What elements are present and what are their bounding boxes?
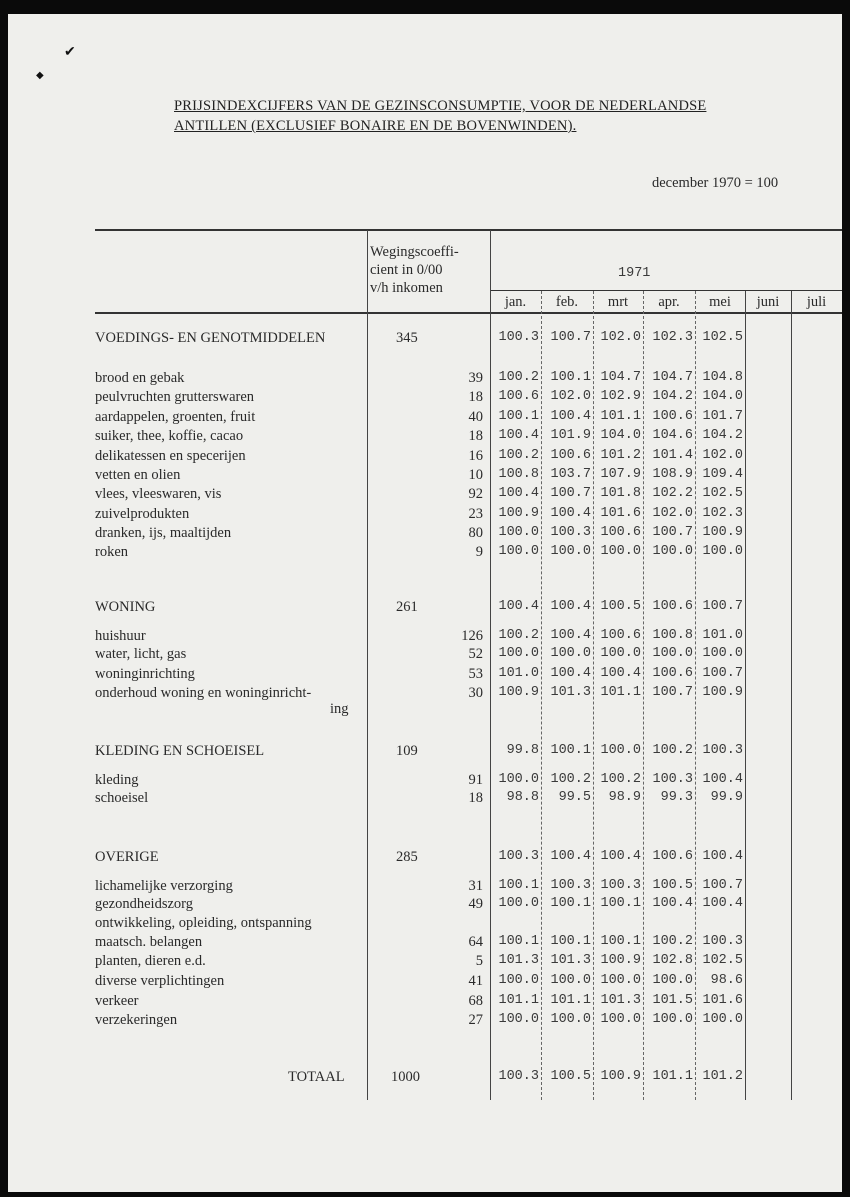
index-value: 101.5	[652, 993, 693, 1008]
index-value: 100.4	[702, 896, 743, 911]
index-value: 100.1	[550, 934, 591, 949]
index-value: 100.1	[550, 743, 591, 758]
item-weight: 53	[468, 666, 483, 682]
index-value: 108.9	[652, 467, 693, 482]
scan-mark: ◆	[36, 70, 44, 81]
index-value: 99.8	[506, 743, 539, 758]
row-label: TOTAAL	[288, 1069, 345, 1085]
index-value: 100.3	[550, 878, 591, 893]
row-label: dranken, ijs, maaltijden	[95, 525, 232, 541]
index-value: 100.8	[652, 628, 693, 643]
index-value: 100.7	[550, 486, 591, 501]
row-label: lichamelijke verzorging	[95, 878, 233, 894]
index-value: 100.9	[498, 506, 539, 521]
index-value: 101.1	[600, 685, 641, 700]
column-divider	[367, 230, 368, 1100]
index-value: 99.9	[710, 790, 743, 805]
title-line-2: ANTILLEN (EXCLUSIEF BONAIRE EN DE BOVENWINDEN).	[174, 118, 577, 134]
index-value: 102.3	[702, 506, 743, 521]
index-value: 100.7	[702, 599, 743, 614]
index-value: 100.0	[702, 646, 743, 661]
row-label: brood en gebak	[95, 370, 185, 386]
weight-header-2: cient in 0/00	[370, 262, 443, 278]
row-label: vlees, vleeswaren, vis	[95, 486, 222, 502]
index-value: 98.6	[710, 973, 743, 988]
base-note: december 1970 = 100	[652, 175, 779, 191]
index-value: 104.2	[702, 428, 743, 443]
table-top-rule	[95, 229, 842, 231]
index-value: 100.0	[600, 973, 641, 988]
index-value: 101.7	[702, 409, 743, 424]
index-value: 100.7	[652, 685, 693, 700]
index-value: 100.0	[702, 1012, 743, 1027]
index-value: 100.3	[600, 878, 641, 893]
index-value: 101.0	[702, 628, 743, 643]
index-value: 100.5	[600, 599, 641, 614]
index-value: 101.3	[498, 953, 539, 968]
scan-mark: ✔	[64, 45, 76, 60]
item-weight: 49	[468, 896, 483, 912]
row-label: WONING	[95, 599, 156, 615]
index-value: 100.0	[652, 646, 693, 661]
index-value: 101.1	[550, 993, 591, 1008]
index-value: 100.5	[550, 1069, 591, 1084]
index-value: 100.1	[498, 409, 539, 424]
header-bottom-rule	[95, 312, 842, 314]
row-label: KLEDING EN SCHOEISEL	[95, 743, 265, 759]
month-header: jan.	[504, 294, 527, 310]
index-value: 100.6	[600, 628, 641, 643]
index-value: 100.3	[652, 772, 693, 787]
item-weight: 91	[468, 772, 483, 788]
item-weight: 5	[475, 953, 483, 969]
group-weight: 1000	[391, 1069, 420, 1085]
index-value: 102.5	[702, 953, 743, 968]
index-value: 103.7	[550, 467, 591, 482]
item-weight: 9	[475, 544, 483, 560]
row-label: schoeisel	[95, 790, 149, 806]
index-value: 100.0	[652, 973, 693, 988]
index-value: 100.3	[702, 934, 743, 949]
index-value: 100.4	[498, 486, 539, 501]
index-value: 100.0	[498, 772, 539, 787]
item-weight: 30	[468, 685, 483, 701]
index-value: 102.2	[652, 486, 693, 501]
index-value: 102.0	[600, 330, 641, 345]
item-weight: 80	[468, 525, 483, 541]
index-value: 100.0	[498, 544, 539, 559]
index-value: 100.8	[498, 467, 539, 482]
index-value: 100.1	[600, 934, 641, 949]
index-value: 100.3	[702, 743, 743, 758]
index-value: 100.6	[498, 389, 539, 404]
index-value: 100.0	[600, 743, 641, 758]
weight-header-1: Wegingscoeffi-	[370, 244, 459, 260]
index-value: 100.9	[702, 525, 743, 540]
index-value: 100.2	[550, 772, 591, 787]
index-value: 100.4	[600, 666, 641, 681]
index-value: 104.0	[600, 428, 641, 443]
group-weight: 345	[396, 330, 418, 346]
index-value: 100.4	[550, 409, 591, 424]
index-value: 100.9	[702, 685, 743, 700]
index-value: 101.3	[600, 993, 641, 1008]
index-value: 100.0	[550, 973, 591, 988]
index-value: 100.2	[652, 743, 693, 758]
index-value: 101.9	[550, 428, 591, 443]
index-value: 101.3	[550, 685, 591, 700]
index-value: 100.6	[652, 409, 693, 424]
index-value: 98.8	[506, 790, 539, 805]
index-value: 100.0	[600, 1012, 641, 1027]
row-label: aardappelen, groenten, fruit	[95, 409, 256, 425]
index-value: 100.2	[652, 934, 693, 949]
month-header: feb.	[555, 294, 579, 310]
row-label: maatsch. belangen	[95, 934, 203, 950]
row-label: water, licht, gas	[95, 646, 187, 662]
item-weight: 41	[468, 973, 483, 989]
month-header: mei	[709, 294, 731, 310]
month-header: juli	[806, 294, 827, 310]
item-weight: 31	[468, 878, 483, 894]
column-divider	[745, 291, 746, 1100]
column-divider	[791, 291, 792, 1100]
index-value: 98.9	[608, 790, 641, 805]
group-weight: 261	[396, 599, 418, 615]
row-label: VOEDINGS- EN GENOTMIDDELEN	[95, 330, 326, 346]
index-value: 101.4	[652, 448, 693, 463]
row-label: diverse verplichtingen	[95, 973, 225, 989]
index-value: 102.8	[652, 953, 693, 968]
index-value: 102.3	[652, 330, 693, 345]
index-value: 100.4	[702, 772, 743, 787]
index-value: 100.9	[600, 953, 641, 968]
index-value: 100.4	[702, 849, 743, 864]
row-label: huishuur	[95, 628, 146, 644]
index-value: 101.8	[600, 486, 641, 501]
index-value: 100.1	[498, 878, 539, 893]
index-value: 101.2	[702, 1069, 743, 1084]
index-value: 100.0	[652, 1012, 693, 1027]
month-rule	[490, 290, 842, 291]
row-label: suiker, thee, koffie, cacao	[95, 428, 244, 444]
index-value: 100.5	[652, 878, 693, 893]
index-value: 100.7	[702, 666, 743, 681]
index-value: 104.6	[652, 428, 693, 443]
group-weight: 285	[396, 849, 418, 865]
index-value: 99.5	[558, 790, 591, 805]
index-value: 100.2	[600, 772, 641, 787]
item-weight: 64	[468, 934, 483, 950]
index-value: 100.0	[600, 544, 641, 559]
row-label: OVERIGE	[95, 849, 159, 865]
row-label: ontwikkeling, opleiding, ontspanning	[95, 915, 312, 931]
index-value: 101.0	[498, 666, 539, 681]
index-value: 107.9	[600, 467, 641, 482]
index-value: 101.1	[498, 993, 539, 1008]
index-value: 100.0	[702, 544, 743, 559]
index-value: 109.4	[702, 467, 743, 482]
index-value: 100.6	[550, 448, 591, 463]
index-value: 100.9	[600, 1069, 641, 1084]
index-value: 100.7	[652, 525, 693, 540]
index-value: 104.7	[600, 370, 641, 385]
index-value: 101.2	[600, 448, 641, 463]
month-header: juni	[756, 294, 780, 310]
index-value: 104.7	[652, 370, 693, 385]
index-value: 100.1	[600, 896, 641, 911]
group-weight: 109	[396, 743, 418, 759]
index-value: 100.4	[652, 896, 693, 911]
index-value: 102.0	[652, 506, 693, 521]
index-value: 100.4	[550, 666, 591, 681]
index-value: 100.6	[652, 849, 693, 864]
row-label: onderhoud woning en woninginricht-	[95, 685, 312, 701]
index-value: 100.4	[550, 849, 591, 864]
index-value: 100.4	[498, 599, 539, 614]
row-label: peulvruchten grutterswaren	[95, 389, 255, 405]
index-value: 100.0	[550, 544, 591, 559]
index-value: 100.4	[550, 599, 591, 614]
month-header: apr.	[658, 294, 680, 310]
row-label: planten, dieren e.d.	[95, 953, 206, 969]
index-value: 102.0	[702, 448, 743, 463]
index-value: 104.2	[652, 389, 693, 404]
index-value: 100.4	[550, 628, 591, 643]
row-label: woninginrichting	[95, 666, 195, 682]
row-label: zuivelprodukten	[95, 506, 190, 522]
index-value: 100.0	[498, 896, 539, 911]
index-value: 102.9	[600, 389, 641, 404]
index-value: 99.3	[660, 790, 693, 805]
weight-header-3: v/h inkomen	[370, 280, 443, 296]
item-weight: 27	[468, 1012, 483, 1028]
index-value: 100.0	[498, 646, 539, 661]
index-value: 100.3	[498, 1069, 539, 1084]
index-value: 100.1	[550, 896, 591, 911]
row-label: vetten en olien	[95, 467, 181, 483]
title-line-1: PRIJSINDEXCIJFERS VAN DE GEZINSCONSUMPTIE, VOOR DE NEDERLANDSE	[174, 98, 707, 114]
row-label: delikatessen en specerijen	[95, 448, 246, 464]
item-weight: 39	[468, 370, 483, 386]
index-value: 100.3	[498, 849, 539, 864]
index-value: 100.6	[652, 599, 693, 614]
item-weight: 18	[468, 389, 483, 405]
row-label: verzekeringen	[95, 1012, 178, 1028]
index-value: 100.0	[600, 646, 641, 661]
index-value: 100.3	[498, 330, 539, 345]
index-value: 101.3	[550, 953, 591, 968]
item-weight: 126	[461, 628, 483, 644]
index-value: 100.1	[498, 934, 539, 949]
index-value: 100.0	[498, 1012, 539, 1027]
month-header: mrt	[607, 294, 629, 310]
index-value: 101.6	[600, 506, 641, 521]
index-value: 100.6	[600, 525, 641, 540]
item-weight: 18	[468, 428, 483, 444]
item-weight: 68	[468, 993, 483, 1009]
index-value: 100.4	[550, 506, 591, 521]
index-value: 100.7	[550, 330, 591, 345]
year-header: 1971	[618, 266, 651, 281]
index-value: 101.6	[702, 993, 743, 1008]
index-value: 100.3	[550, 525, 591, 540]
document-page	[8, 14, 842, 1192]
index-value: 100.7	[702, 878, 743, 893]
index-value: 100.6	[652, 666, 693, 681]
row-label: kleding	[95, 772, 139, 788]
item-weight: 18	[468, 790, 483, 806]
index-value: 100.9	[498, 685, 539, 700]
index-value: 100.2	[498, 370, 539, 385]
index-value: 101.1	[652, 1069, 693, 1084]
item-weight: 52	[468, 646, 483, 662]
index-value: 100.4	[498, 428, 539, 443]
index-value: 104.0	[702, 389, 743, 404]
item-weight: 10	[468, 467, 483, 483]
index-value: 102.5	[702, 330, 743, 345]
item-weight: 16	[468, 448, 483, 464]
row-label: gezondheidszorg	[95, 896, 193, 912]
index-value: 100.0	[498, 525, 539, 540]
index-value: 100.0	[652, 544, 693, 559]
index-value: 101.1	[600, 409, 641, 424]
index-value: 100.4	[600, 849, 641, 864]
index-value: 100.2	[498, 628, 539, 643]
index-value: 102.5	[702, 486, 743, 501]
item-weight: 40	[468, 409, 483, 425]
column-divider	[490, 230, 491, 1100]
index-value: 100.0	[550, 646, 591, 661]
item-weight: 92	[468, 486, 483, 502]
index-value: 100.1	[550, 370, 591, 385]
row-label: ing	[330, 701, 349, 717]
row-label: verkeer	[95, 993, 139, 1009]
index-value: 100.2	[498, 448, 539, 463]
index-value: 100.0	[550, 1012, 591, 1027]
index-value: 102.0	[550, 389, 591, 404]
index-value: 104.8	[702, 370, 743, 385]
index-value: 100.0	[498, 973, 539, 988]
row-label: roken	[95, 544, 129, 560]
item-weight: 23	[468, 506, 483, 522]
